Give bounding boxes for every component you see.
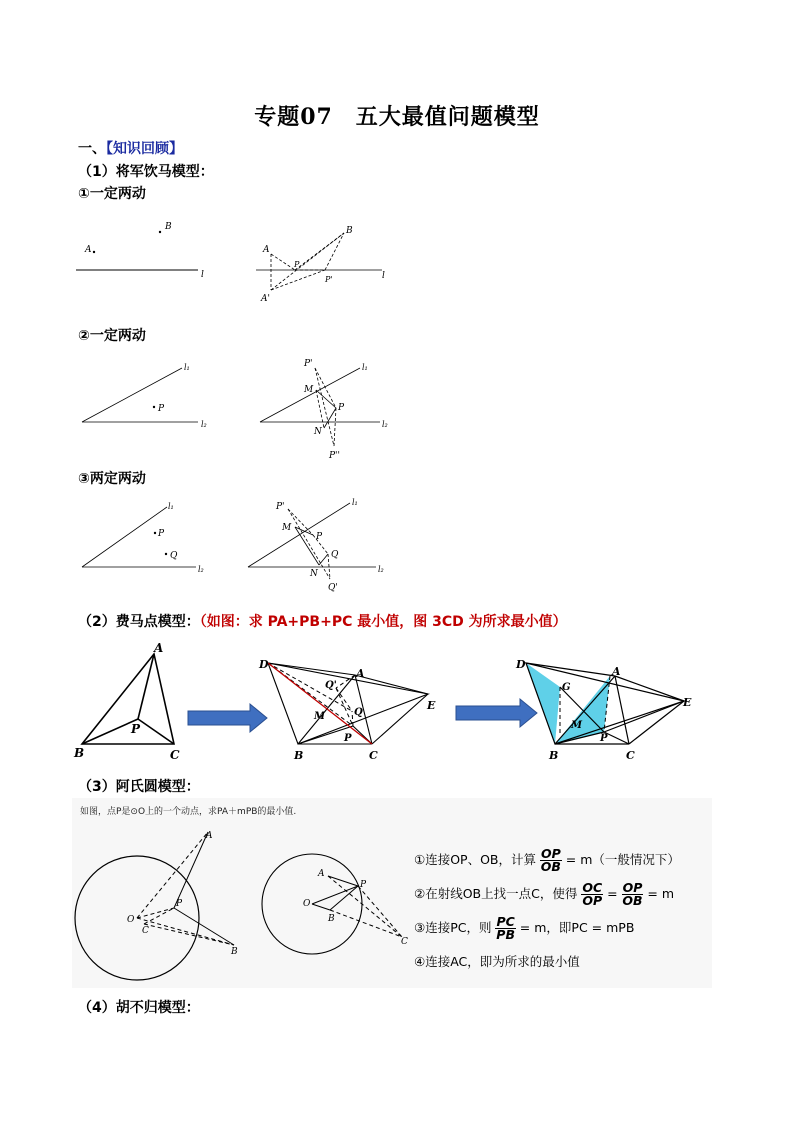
step-1-line <box>414 848 680 873</box>
model2-note: （如图：求 PA+PB+PC 最小值，图 3CD 为所求最小值） <box>199 614 567 630</box>
svg-text:P: P <box>344 733 352 744</box>
step-4-line: ④连接AC，即为所求的最小值 <box>414 954 580 969</box>
section-prefix: 一、 <box>78 141 106 157</box>
step-1-text: ①连接OP、OB，计算 <box>414 852 536 867</box>
model4-heading: （4）胡不归模型： <box>78 1000 200 1016</box>
svg-text:P: P <box>158 404 165 414</box>
svg-text:M: M <box>314 711 326 722</box>
frac-op-ob-2: $\frac{OP}{OB}$ <box>622 880 643 908</box>
figure-one-fixed-two-moving-1 <box>70 210 400 310</box>
svg-text:Q': Q' <box>328 583 338 593</box>
svg-text:O: O <box>303 899 311 909</box>
svg-text:P': P' <box>276 502 285 512</box>
svg-text:P: P <box>158 529 165 539</box>
arrow-right-1 <box>188 704 267 732</box>
svg-text:Q: Q <box>354 707 363 718</box>
figure-two-fixed-two-moving <box>70 495 400 600</box>
svg-text:G: G <box>562 682 571 693</box>
svg-text:P: P <box>338 403 345 413</box>
svg-text:B: B <box>549 749 559 762</box>
svg-text:l₁: l₁ <box>168 502 174 511</box>
svg-text:B: B <box>328 914 335 924</box>
svg-text:N: N <box>314 427 322 437</box>
svg-text:C: C <box>401 937 408 947</box>
svg-text:A: A <box>206 831 213 841</box>
svg-text:D: D <box>516 658 526 671</box>
svg-text:A: A <box>612 665 621 678</box>
svg-text:B: B <box>74 746 85 760</box>
svg-text:C: C <box>142 926 149 936</box>
svg-text:Q: Q <box>331 550 339 560</box>
step-1-tail: = m（一般情况下） <box>565 852 680 867</box>
svg-text:A: A <box>263 245 270 255</box>
step-2-tail: = m <box>647 886 675 901</box>
svg-text:B: B <box>165 222 172 232</box>
svg-text:O: O <box>127 915 135 925</box>
model1-case3: ③两定两动 <box>78 471 146 487</box>
svg-text:C: C <box>626 749 635 762</box>
model2-heading-line <box>78 611 567 631</box>
svg-text:l₂: l₂ <box>198 565 204 574</box>
svg-text:E: E <box>427 699 436 712</box>
page-title: 专题07 五大最值问题模型 <box>254 104 540 130</box>
section-label: 【知识回顾】 <box>106 141 183 157</box>
svg-text:M: M <box>282 523 292 533</box>
svg-text:P: P <box>600 733 608 744</box>
apollonius-caption: 如图，点P是⊙O上的一个动点，求PA＋mPB的最小值. <box>80 807 297 817</box>
svg-text:N: N <box>310 569 318 579</box>
step-2-line: ②在射线OB上找一点C，使得 $\frac{OC}{OP}$ = $\frac{OP}{OB}$ = m <box>414 880 675 908</box>
svg-text:P: P <box>316 532 323 542</box>
model3-heading: （3）阿氏圆模型： <box>78 779 200 795</box>
step-2-text: ②在射线OB上找一点C，使得 <box>414 886 578 901</box>
svg-text:B: B <box>294 749 304 762</box>
svg-text:l: l <box>201 270 204 280</box>
svg-text:A: A <box>154 641 164 655</box>
svg-text:P'': P'' <box>329 451 341 460</box>
svg-text:P: P <box>176 899 183 909</box>
svg-text:C: C <box>170 748 180 762</box>
svg-text:M: M <box>571 720 583 731</box>
svg-text:B: B <box>346 226 353 236</box>
model1-case1: ①一定两动 <box>78 186 146 202</box>
arrow-right-2 <box>456 699 537 727</box>
apollonius-steps <box>414 842 714 977</box>
frac-op-ob: $\frac{OP}{OB}$ <box>540 846 561 874</box>
fermat-point-figures <box>70 638 720 766</box>
step-3-text: ③连接PC，则 <box>414 920 492 935</box>
svg-text:M: M <box>304 385 314 395</box>
svg-text:D: D <box>259 658 269 671</box>
svg-text:Q: Q <box>170 551 178 561</box>
svg-text:P': P' <box>304 359 313 369</box>
svg-text:P: P <box>294 260 300 269</box>
svg-text:l: l <box>382 271 385 281</box>
apollonius-figures <box>72 820 412 985</box>
svg-text:P': P' <box>325 275 333 284</box>
svg-text:l₁: l₁ <box>362 363 368 372</box>
svg-text:l₂: l₂ <box>382 420 388 429</box>
svg-text:l₂: l₂ <box>201 420 207 429</box>
svg-text:A': A' <box>261 294 270 304</box>
svg-text:A: A <box>85 245 92 255</box>
frac-pc-pb: $\frac{PC}{PB}$ <box>496 914 515 942</box>
svg-text:l₁: l₁ <box>352 498 358 507</box>
frac-oc-op: $\frac{OC}{OP}$ <box>582 880 603 908</box>
model1-case2: ②一定两动 <box>78 328 146 344</box>
model2-heading: （2）费马点模型： <box>78 614 200 630</box>
svg-text:B: B <box>231 947 238 957</box>
step-3-tail: = m，即PC = mPB <box>519 920 635 935</box>
model1-heading: （1）将军饮马模型： <box>78 164 214 180</box>
svg-text:l₂: l₂ <box>378 565 384 574</box>
svg-text:A: A <box>356 667 365 680</box>
figure-one-fixed-two-moving-2 <box>70 350 400 460</box>
svg-text:P: P <box>360 880 367 890</box>
step-3-line <box>414 916 634 941</box>
svg-text:l₁: l₁ <box>184 363 190 372</box>
svg-text:A: A <box>318 869 325 879</box>
svg-text:C: C <box>369 749 378 762</box>
svg-text:P: P <box>131 722 141 736</box>
svg-text:E: E <box>683 696 692 709</box>
section-heading <box>78 138 183 158</box>
svg-text:Q': Q' <box>325 680 337 691</box>
